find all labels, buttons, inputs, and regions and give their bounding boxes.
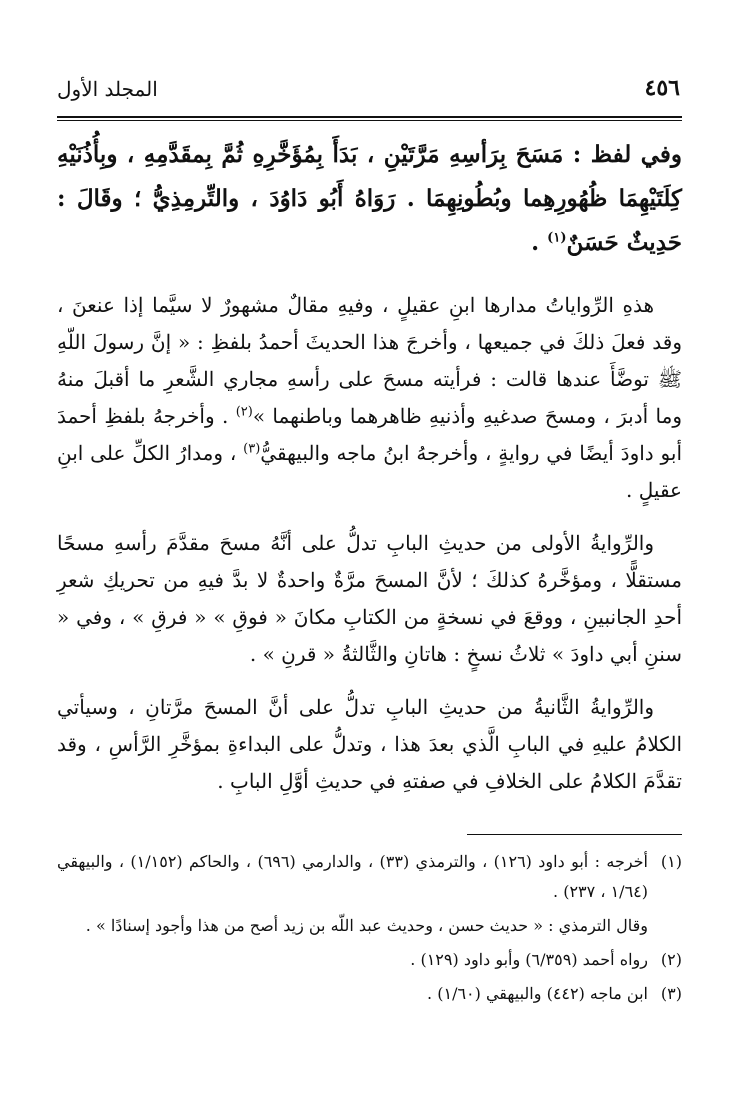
footnote-2-marker: (٢)	[660, 950, 682, 969]
header-divider	[57, 116, 682, 121]
footnote-1-marker: (١)	[660, 852, 682, 871]
commentary-paragraph-3: والرِّوايةُ الثَّانيةُ من حديثِ البابِ تدلُّ على أنَّ المسحَ مرَّتانِ ، وسيأتي الكلامُ عليهِ في البابِ الَّذي بعدَ هذا ، وتدلُّ على البداءةِ بمؤخَّرِ الرَّأسِ ، وقد تقدَّمَ الكلامُ على الخلافِ في صفتهِ في حديثِ أوَّلِ البابِ .	[57, 695, 682, 793]
footnote-2	[57, 945, 682, 975]
footnote-3-text: ابن ماجه (٤٤٢) والبيهقي (١/٦٠) .	[427, 984, 648, 1003]
paragraph-1-part-a: هذهِ الرِّواياتُ مدارها ابنِ عقيلٍ ، وفيهِ مقالٌ مشهورٌ لا سيَّما إذا عنعنَ ، وقد فعلَ ذلكَ في جميعها ، وأخرجَ هذا الحديثَ أحمدُ بلفظِ : « إنَّ رسولَ اللّهِ ﷺ توضَّأَ عندها قالت : فرأيته مسحَ على رأسهِ مجاري الشَّعرِ ما أقبلَ منهُ وما أدبرَ ، ومسحَ صدغيهِ وأذنيهِ ظاهرهما وباطنهما »	[57, 293, 682, 428]
footnote-ref-2: (٢)	[235, 404, 253, 420]
hadith-end: .	[531, 229, 548, 256]
footnote-3	[57, 979, 682, 1009]
footnote-1	[57, 847, 682, 907]
running-head	[57, 72, 682, 112]
footnote-1-continuation: وقال الترمذي : « حديث حسن ، وحديث عبد اللّه بن زيد أصح من هذا وأجود إسنادًا » .	[85, 916, 648, 935]
book-page	[57, 72, 682, 1013]
footnote-1-text: أخرجه : أبو داود (١٢٦) ، والترمذي (٣٣) ، والدارمي (٦٩٦) ، والحاكم (١/١٥٢) ، والبيهقي (١/٦٤ ، ٢٣٧) .	[57, 852, 648, 901]
hadith-body: وفي لفظ : مَسَحَ بِرَأسِهِ مَرَّتَيْنِ ، بَدَأَ بِمُؤَخَّرِهِ ثُمَّ بِمقَدَّمِهِ ، وبِأُذُنَيْهِ كِلَتَيْهِمَا ظُهُورِهِما وبُطُونِهِمَا . رَوَاهُ أَبُو دَاوُدَ ، والتِّرمِذِيُّ ؛ وقَالَ : حَدِيثٌ حَسَنٌ	[57, 141, 682, 256]
volume-title: المجلد الأول	[57, 77, 158, 101]
footnote-2-text: رواه أحمد (٦/٣٥٩) وأبو داود (١٢٩) .	[410, 950, 648, 969]
commentary-paragraph-2: والرِّوايةُ الأولى من حديثِ البابِ تدلُّ على أنَّهُ مسحَ مقدَّمَ رأسهِ مسحًا مستقلًّا ، ومؤخَّرهُ كذلكَ ؛ لأنَّ المسحَ مرَّةٌ واحدةٌ لا بدَّ فيهِ من تحريكِ شعرِ أحدِ الجانبينِ ، ووقعَ في نسخةٍ من الكتابِ مكانَ « فوقِ » « فرقِ » ، وفي « سننِ أبي داودَ » ثلاثُ نسخٍ : هاتانِ والثَّالثةُ « قرنِ » .	[57, 531, 682, 666]
footnote-3-marker: (٣)	[660, 984, 682, 1003]
hadith-text	[57, 133, 682, 265]
footnote-ref-3: (٣)	[243, 441, 261, 457]
paragraph-1-part-b: . وأخرجهُ بلفظِ أحمدَ أبو داودَ أيضًا في روايةٍ ، وأخرجهُ ابنُ ماجه والبيهقيُّ	[57, 404, 683, 465]
page-number: ٤٥٦	[644, 75, 680, 101]
footnote-ref-1: (١)	[547, 230, 567, 246]
paragraph-1-part-c: ، ومدارُ الكلِّ على ابنِ عقيلٍ .	[57, 441, 682, 502]
footnotes	[57, 847, 682, 1009]
commentary-paragraph-1	[57, 287, 682, 509]
footnote-divider	[467, 834, 682, 835]
